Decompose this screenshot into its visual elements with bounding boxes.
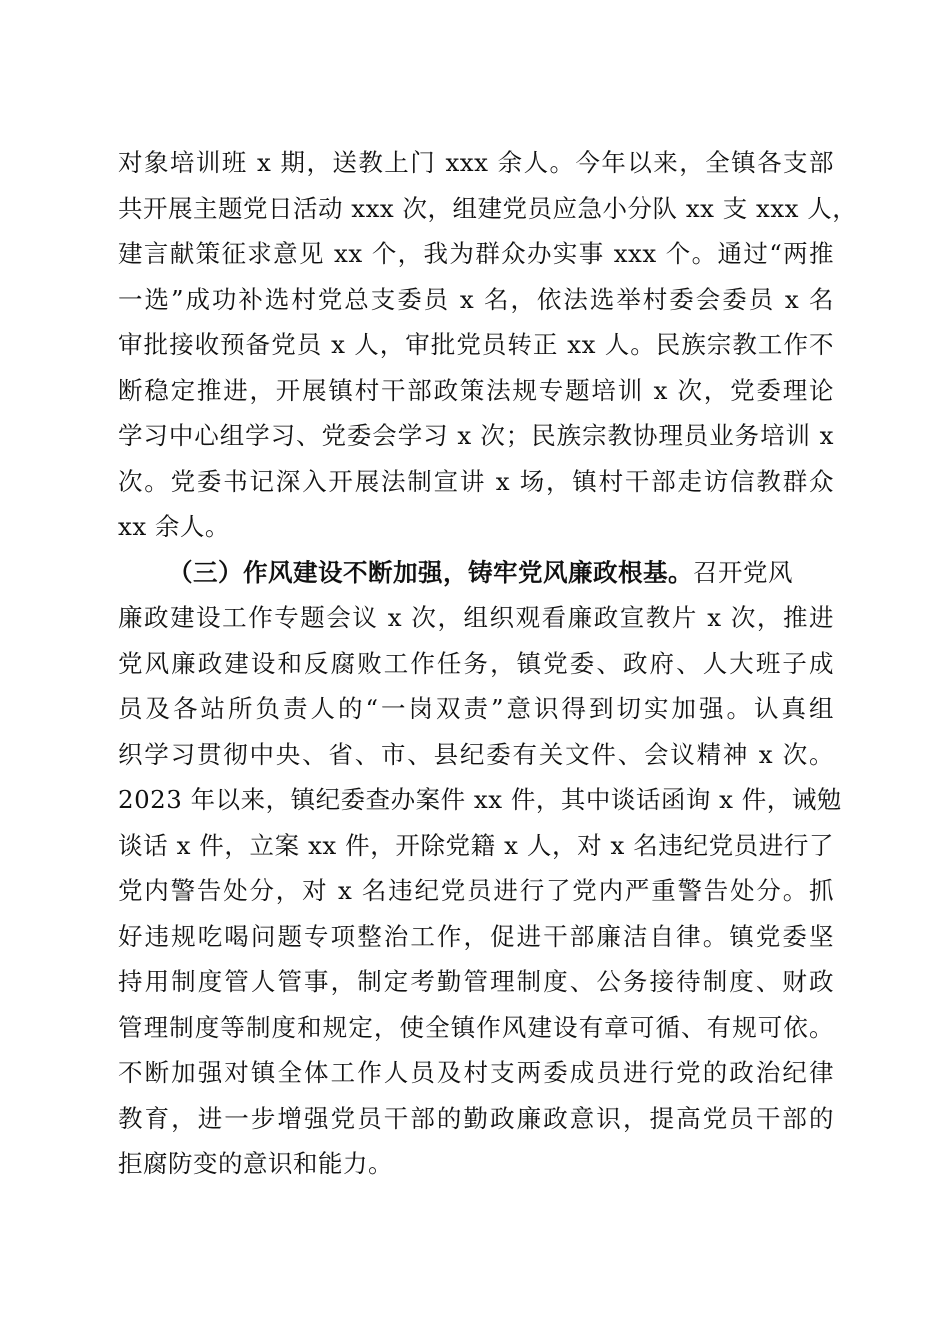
text-line: 2023 年以来，镇纪委查办案件 xx 件，其中谈话函询 x 件，诫勉 — [118, 785, 842, 814]
text-line: 次。党委书记深入开展法制宣讲 x 场，镇村干部走访信教群众 — [118, 466, 834, 496]
text-line: 持用制度管人管事，制定考勤管理制度、公务接待制度、财政 — [118, 967, 834, 996]
text-line: 审批接收预备党员 x 人，审批党员转正 xx 人。民族宗教工作不 — [118, 330, 834, 359]
text-line: xx 余人。 — [118, 512, 230, 541]
text-span: 召开党风 — [693, 557, 793, 587]
text-line: 共开展主题党日活动 xxx 次，组建党员应急小分队 xx 支 xxx 人， — [118, 193, 858, 223]
text-line: 管理制度等制度和规定，使全镇作风建设有章可循、有规可依。 — [118, 1012, 834, 1042]
text-line: 不断加强对镇全体工作人员及村支两委成员进行党的政治纪律 — [118, 1058, 834, 1087]
text-line: 断稳定推进，开展镇村干部政策法规专题培训 x 次，党委理论 — [118, 375, 834, 405]
text-line: 织学习贯彻中央、省、市、县纪委有关文件、会议精神 x 次。 — [118, 739, 834, 769]
document-page — [118, 140, 858, 1187]
text-line: 教育，进一步增强党员干部的勤政廉政意识，提高党员干部的 — [118, 1103, 834, 1133]
text-line: 好违规吃喝问题专项整治工作，促进干部廉洁自律。镇党委坚 — [118, 921, 834, 951]
paragraph-2-first-line — [118, 550, 834, 596]
text-line: 建言献策征求意见 xx 个，我为群众办实事 xxx 个。通过“两推 — [118, 239, 834, 268]
section-heading: （三）作风建设不断加强，铸牢党风廉政根基。 — [168, 557, 693, 587]
paragraph-1 — [118, 140, 858, 550]
text-line: 对象培训班 x 期，送教上门 xxx 余人。今年以来，全镇各支部 — [118, 148, 834, 177]
text-line: 员及各站所负责人的“一岗双责”意识得到切实加强。认真组 — [118, 694, 834, 723]
text-line: 廉政建设工作专题会议 x 次，组织观看廉政宣教片 x 次，推进 — [118, 603, 834, 632]
text-line: 谈话 x 件，立案 xx 件，开除党籍 x 人，对 x 名违纪党员进行了 — [118, 830, 834, 860]
text-line: 拒腐防变的意识和能力。 — [118, 1149, 393, 1178]
text-line: 一选”成功补选村党总支委员 x 名，依法选举村委会委员 x 名 — [118, 284, 834, 314]
text-line: 党风廉政建设和反腐败工作任务，镇党委、政府、人大班子成 — [118, 648, 834, 678]
text-line: 党内警告处分，对 x 名违纪党员进行了党内严重警告处分。抓 — [118, 876, 834, 905]
paragraph-2 — [118, 550, 842, 1187]
text-line: 学习中心组学习、党委会学习 x 次；民族宗教协理员业务培训 x — [118, 421, 834, 450]
